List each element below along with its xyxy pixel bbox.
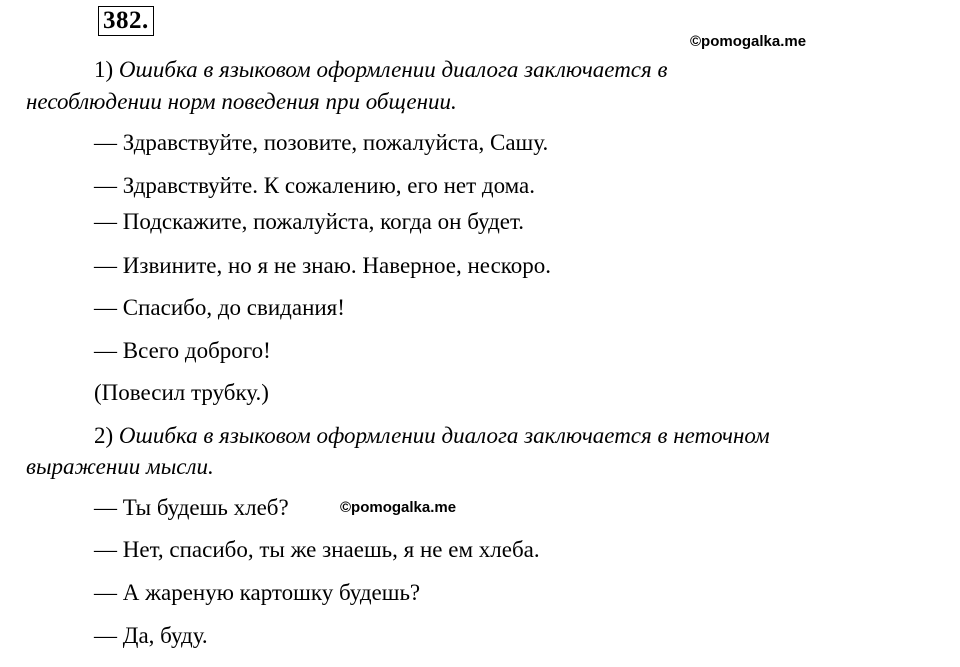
- part1-marker: 1): [94, 57, 114, 82]
- part2-dialogue-line: — Ты будешь хлеб?: [94, 495, 289, 520]
- watermark-middle: ©pomogalka.me: [340, 499, 457, 516]
- watermark-top: ©pomogalka.me: [690, 33, 807, 50]
- part2-dialogue-line: — Да, буду.: [94, 623, 208, 648]
- part1-dialogue-line: — Здравствуйте, позовите, пожалуйста, Сашу.: [94, 130, 549, 155]
- part2-explanation-line1: [94, 422, 770, 450]
- part2-explanation-line2: выражении мысли.: [26, 454, 214, 479]
- part2-dialogue-line: — А жареную картошку будешь?: [94, 580, 421, 605]
- part1-dialogue-line: — Подскажите, пожалуйста, когда он будет.: [94, 209, 525, 234]
- part1-explanation-line2: несоблюдении норм поведения при общении.: [26, 89, 457, 114]
- part1-explanation-text: Ошибка в языковом оформлении диалога заключается в: [118, 57, 668, 82]
- part2-explanation-text: Ошибка в языковом оформлении диалога заключается в неточном: [118, 423, 770, 448]
- part2-dialogue-line: — Нет, спасибо, ты же знаешь, я не ем хлеба.: [94, 537, 540, 562]
- exercise-number: 382.: [98, 6, 154, 36]
- part1-dialogue-line: — Извините, но я не знаю. Наверное, нескоро.: [94, 253, 552, 278]
- part1-dialogue-line: — Всего доброго!: [94, 338, 271, 363]
- part1-dialogue-line: — Здравствуйте. К сожалению, его нет дома.: [94, 173, 536, 198]
- part1-dialogue-line: — Спасибо, до свидания!: [94, 295, 345, 320]
- part2-marker: 2): [94, 423, 114, 448]
- part1-dialogue-line: (Повесил трубку.): [94, 380, 269, 405]
- part1-explanation-line1: [94, 56, 667, 84]
